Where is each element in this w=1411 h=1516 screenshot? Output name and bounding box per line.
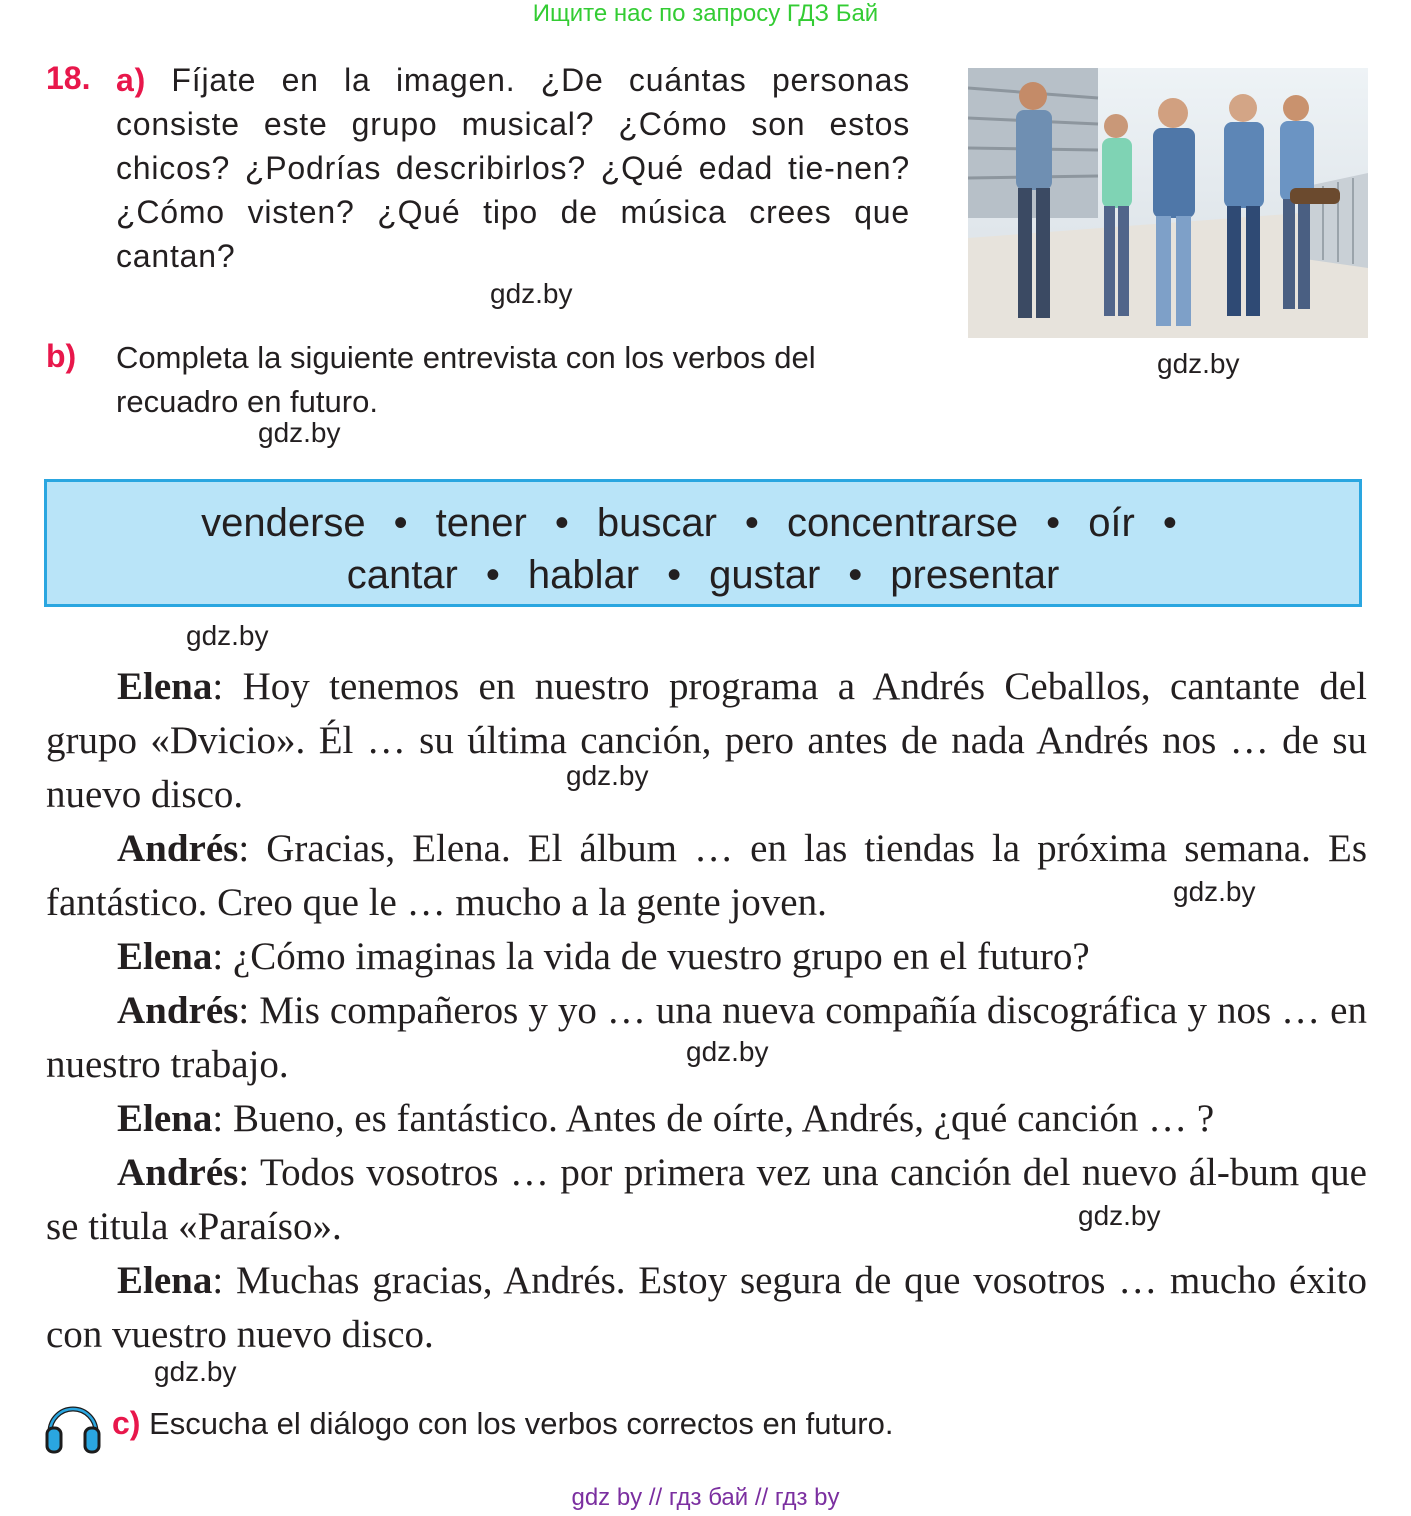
speaker: Andrés <box>117 1151 239 1194</box>
verb-word: oír <box>1088 501 1135 545</box>
top-banner: Ищите нас по запросу ГДЗ Бай <box>532 0 879 27</box>
line-text: : Mis compañeros y yo … una nueva compañía discográfica y nos … en nuestro trabajo. <box>46 989 1367 1086</box>
exercise-number: 18. <box>46 60 91 96</box>
watermark: gdz.by <box>154 1356 237 1387</box>
part-a-block <box>116 58 910 278</box>
part-c <box>112 1405 894 1442</box>
dialog-line <box>46 1146 1367 1254</box>
verb-row-2 <box>47 549 1359 601</box>
bullet: • <box>554 501 569 545</box>
watermark: gdz.by <box>490 278 573 309</box>
watermark: gdz.by <box>258 417 341 448</box>
speaker: Andrés <box>117 989 239 1032</box>
verb-word: concentrarse <box>786 501 1019 545</box>
speaker: Andrés <box>117 827 239 870</box>
bullet: • <box>393 501 408 545</box>
verb-word: tener <box>435 501 527 545</box>
part-a-text: Fíjate en la imagen. ¿De cuántas personas consiste este grupo musical? ¿Cómo son estos chicos? ¿Podrías describirlos? ¿Qué edad tie-nen? ¿Cómo visten? ¿Qué tipo de música crees que cantan? <box>116 62 910 274</box>
bullet: • <box>848 553 863 597</box>
watermark: gdz.by <box>1157 348 1240 379</box>
watermark: gdz.by <box>686 1036 769 1067</box>
line-text: : Hoy tenemos en nuestro programa a Andrés Ceballos, cantante del grupo «Dvicio». Él … su última canción, pero antes de nada Andrés nos … de su nuevo disco. <box>46 665 1367 816</box>
line-text: : Muchas gracias, Andrés. Estoy segura de que vosotros … mucho éxito con vuestro nuevo disco. <box>46 1259 1367 1356</box>
band-photo <box>968 68 1368 338</box>
verb-box <box>44 479 1362 607</box>
line-text: : ¿Cómo imaginas la vida de vuestro grupo en el futuro? <box>212 935 1090 978</box>
part-a-label: a) <box>116 62 147 98</box>
watermark: gdz.by <box>186 620 269 651</box>
part-b-text: Completa la siguiente entrevista con los verbos del recuadro en futuro. <box>116 340 816 419</box>
bullet: • <box>744 501 759 545</box>
line-text: : Todos vosotros … por primera vez una canción del nuevo ál-bum que se titula «Paraíso». <box>46 1151 1367 1248</box>
verb-word: hablar <box>527 553 640 597</box>
dialog-line <box>46 1092 1367 1146</box>
interview-dialog <box>46 660 1367 1362</box>
line-text: : Bueno, es fantástico. Antes de oírte, Andrés, ¿qué canción … ? <box>212 1097 1215 1140</box>
dialog-line <box>46 1254 1367 1362</box>
part-b-label: b) <box>46 338 77 374</box>
verb-word: gustar <box>709 553 821 597</box>
headphones-icon[interactable] <box>44 1398 102 1454</box>
verb-word: presentar <box>890 553 1060 597</box>
speaker: Elena <box>117 935 213 978</box>
watermark: gdz.by <box>1173 876 1256 907</box>
verb-row-1 <box>47 497 1359 549</box>
watermark: gdz.by <box>566 760 649 791</box>
bullet: • <box>1162 501 1177 545</box>
verb-word: cantar <box>346 553 458 597</box>
watermark: gdz.by <box>1078 1200 1161 1231</box>
dialog-line <box>46 660 1367 822</box>
speaker: Elena <box>117 665 213 708</box>
line-text: : Gracias, Elena. El álbum … en las tiendas la próxima semana. Es fantástico. Creo que le … mucho a la gente joven. <box>46 827 1367 924</box>
verb-word: venderse <box>201 501 366 545</box>
speaker: Elena <box>117 1259 213 1302</box>
part-c-text: Escucha el diálogo con los verbos correctos en futuro. <box>149 1406 894 1441</box>
bullet: • <box>667 553 682 597</box>
bullet: • <box>485 553 500 597</box>
dialog-line <box>46 822 1367 930</box>
verb-word: buscar <box>596 501 717 545</box>
footer: gdz by // гдз бай // гдз by <box>571 1484 840 1511</box>
bullet: • <box>1046 501 1061 545</box>
speaker: Elena <box>117 1097 213 1140</box>
dialog-line <box>46 930 1367 984</box>
part-c-label: c) <box>112 1405 141 1441</box>
